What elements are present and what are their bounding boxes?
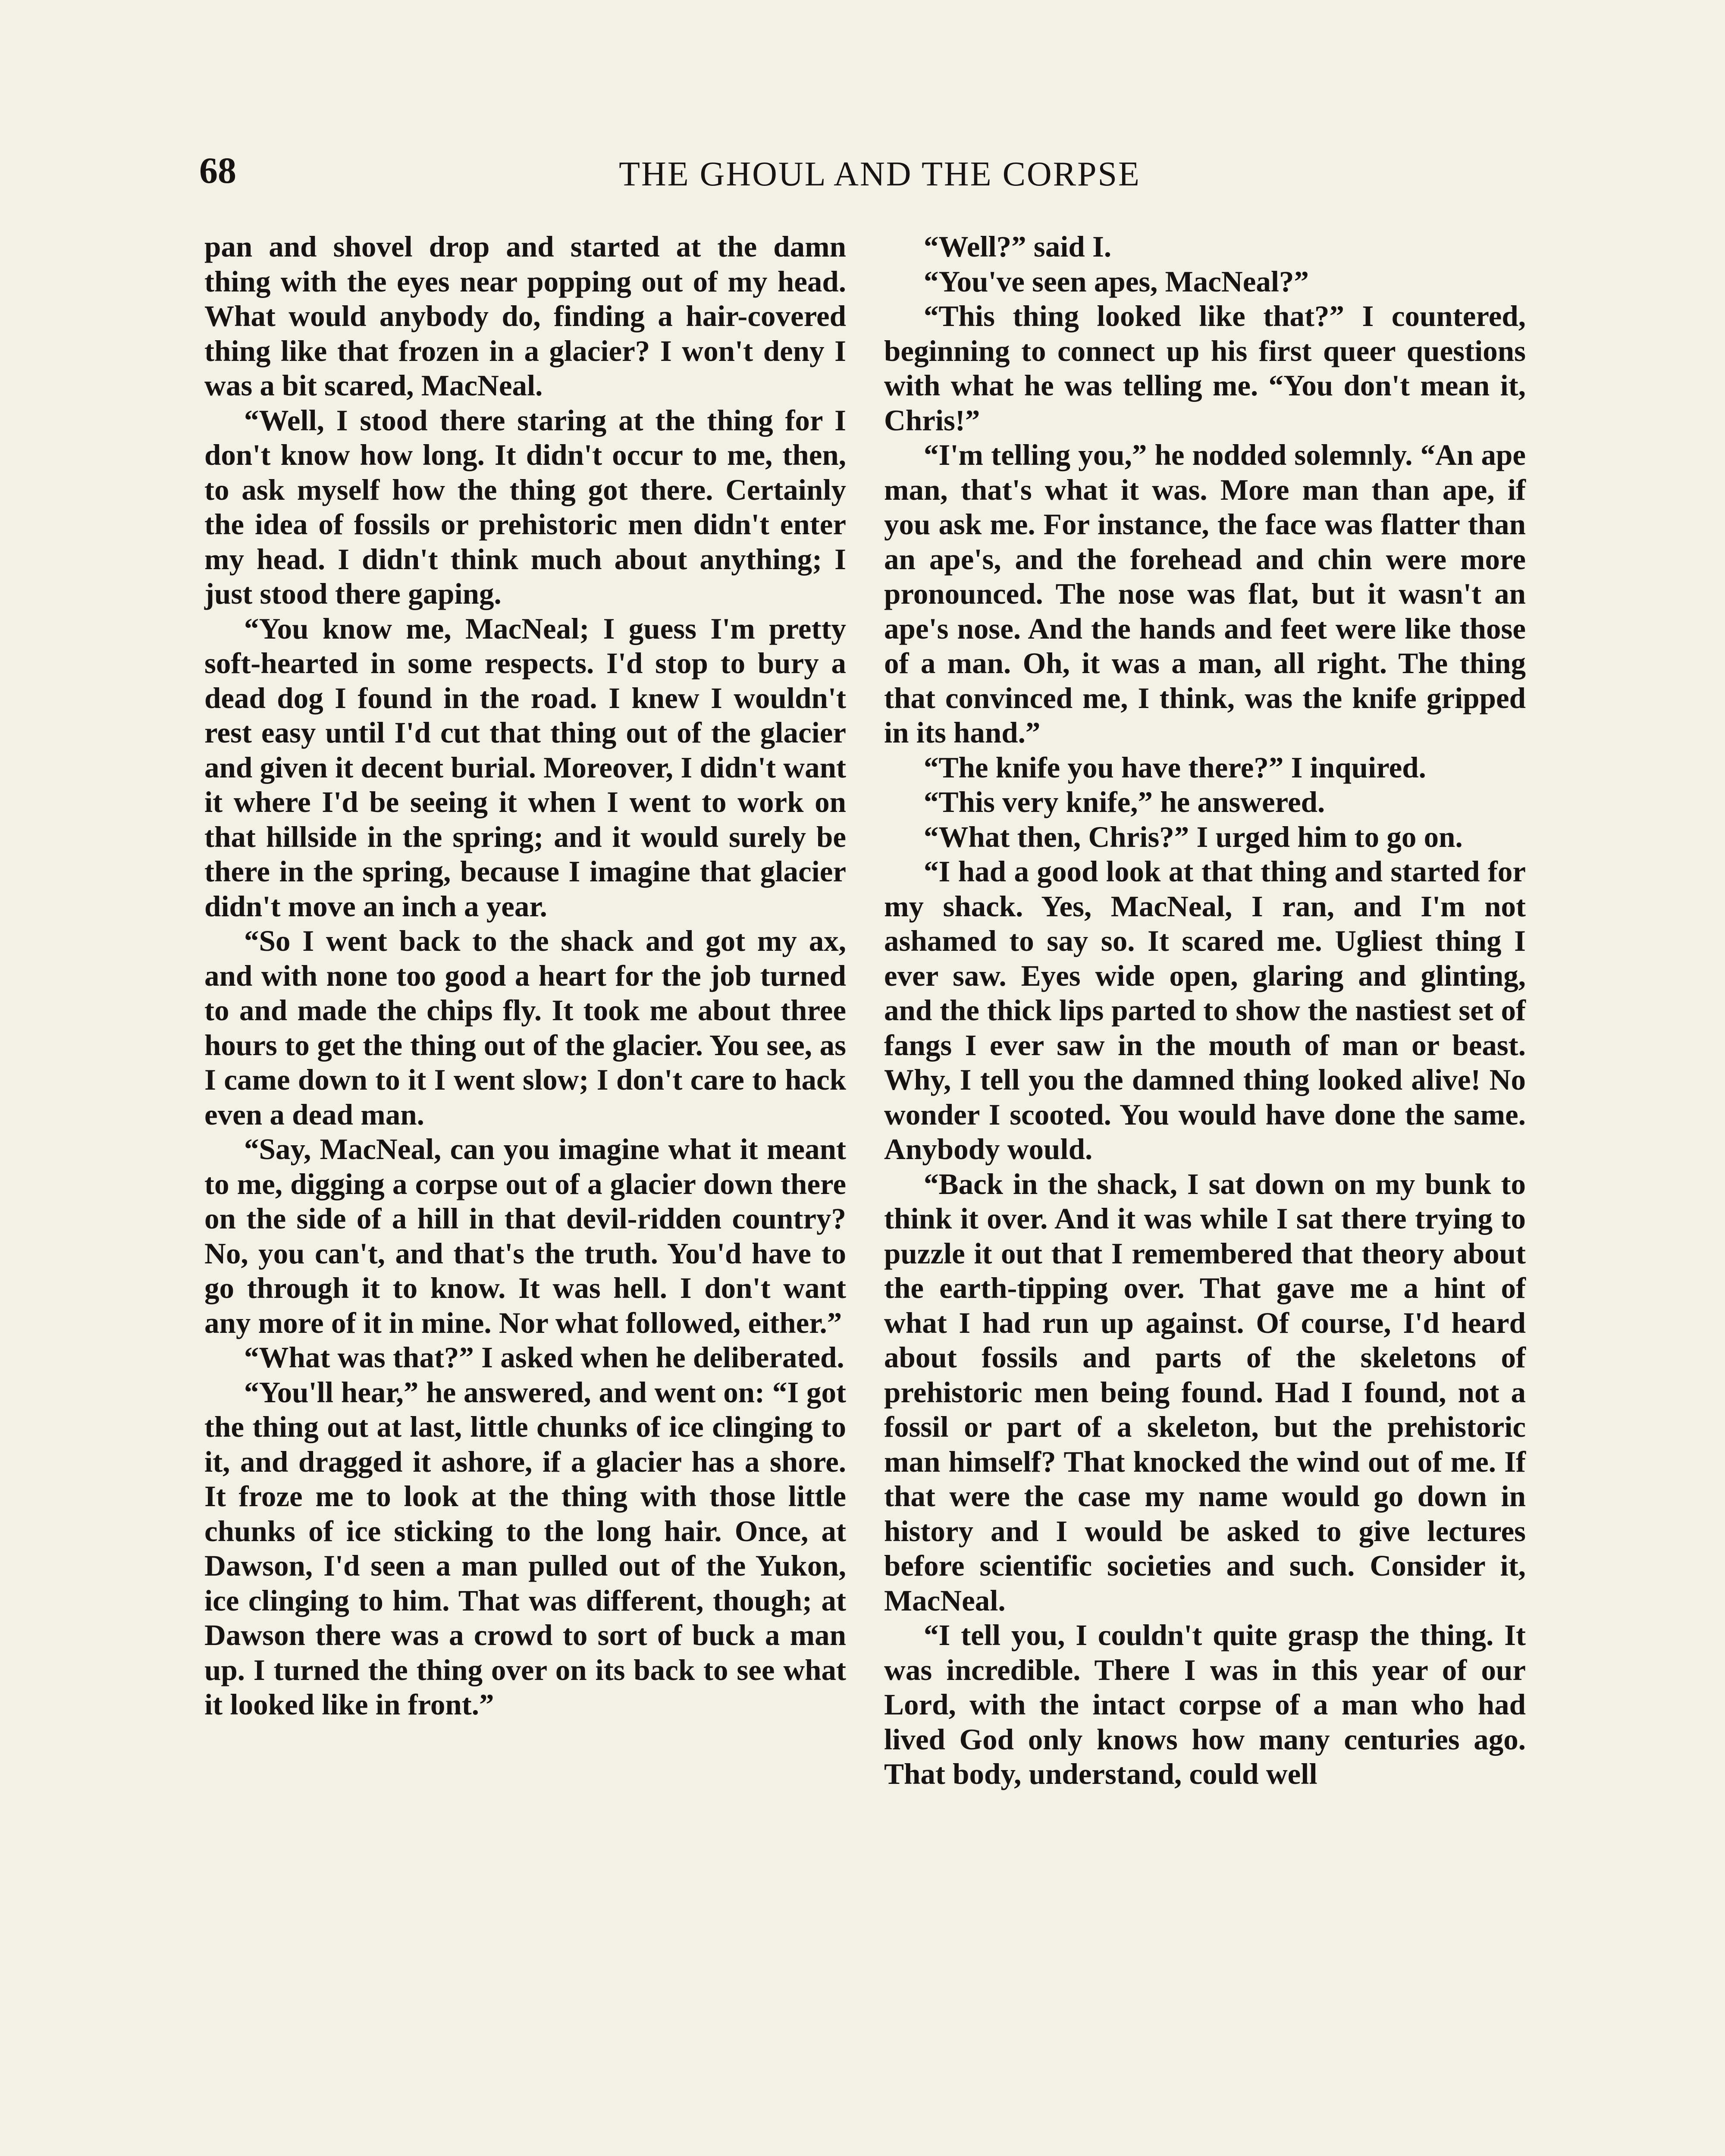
page-number: 68 xyxy=(199,150,236,191)
paragraph: “I'm telling you,” he nodded solemnly. “An ape man, that's what it was. More man than ape, if you ask me. For instance, the face was flatter than an ape's, and the forehead and chin were more pronounced. The nose was flat, but it wasn't an ape's nose. And the hands and feet were like those of a man. Oh, it was a man, all right. The thing that convinced me, I think, was the knife gripped in its hand.” xyxy=(884,439,1526,749)
paragraph: “So I went back to the shack and got my ax, and with none too good a heart for the job turned to and made the chips fly. It took me about three hours to get the thing out of the glacier. You see, as I came down to it I went slow; I don't care to hack even a dead man. xyxy=(204,924,846,1131)
left-column xyxy=(204,229,846,1722)
paragraph: “The knife you have there?” I inquired. xyxy=(924,751,1426,784)
paragraph: “You know me, MacNeal; I guess I'm pretty soft-hearted in some respects. I'd stop to bury a dead dog I found in the road. I knew I wouldn't rest easy until I'd cut that thing out of the glacier and given it decent burial. Moreover, I didn't want it where I'd be seeing it when I went to work on that hillside in the spring; and it would surely be there in the spring, because I imagine that glacier didn't move an inch a year. xyxy=(204,612,846,923)
right-column xyxy=(884,229,1526,1792)
paragraph: “I had a good look at that thing and started for my shack. Yes, MacNeal, I ran, and I'm not ashamed to say so. It scared me. Ugliest thing I ever saw. Eyes wide open, glaring and glinting, and the thick lips parted to show the nastiest set of fangs I ever saw in the mouth of man or beast. Why, I tell you the damned thing looked alive! No wonder I scooted. You would have done the same. Anybody would. xyxy=(884,855,1526,1166)
paragraph: “Well, I stood there staring at the thing for I don't know how long. It didn't occur to me, then, to ask myself how the thing got there. Certainly the idea of fossils or prehistoric men didn't enter my head. I didn't think much about anything; I just stood there gaping. xyxy=(204,404,846,610)
paragraph: pan and shovel drop and started at the damn thing with the eyes near popping out of my head. What would anybody do, finding a hair-covered thing like that frozen in a glacier? I won't deny I was a bit scared, MacNeal. xyxy=(204,230,846,402)
paragraph: “What then, Chris?” I urged him to go on. xyxy=(924,820,1463,853)
paragraph: “This thing looked like that?” I countered, beginning to connect up his first queer questions with what he was telling me. “You don't mean it, Chris!” xyxy=(884,300,1526,437)
paragraph: “Well?” said I. xyxy=(924,230,1112,263)
running-head: THE GHOUL AND THE CORPSE xyxy=(619,155,1141,193)
paragraph: “I tell you, I couldn't quite grasp the thing. It was incredible. There I was in this year of our Lord, with the intact corpse of a man who had lived God only knows how many centuries ago. That body, understand, could well xyxy=(884,1619,1526,1790)
paragraph: “Say, MacNeal, can you imagine what it meant to me, digging a corpse out of a glacier down there on the side of a hill in that devil-ridden country? No, you can't, and that's the truth. You'd have to go through it to know. It was hell. I don't want any more of it in mine. Nor what followed, either.” xyxy=(204,1133,846,1339)
paragraph: “You've seen apes, MacNeal?” xyxy=(924,265,1309,298)
paragraph: “Back in the shack, I sat down on my bunk to think it over. And it was while I sat there trying to puzzle it out that I remembered that theory about the earth-tipping over. That gave me a hint of what I had run up against. Of course, I'd heard about fossils and parts of the skeletons of prehistoric men being found. Had I found, not a fossil or part of a skeleton, but the prehistoric man himself? That knocked the wind out of me. If that were the case my name would go down in history and I would be asked to give lectures before scientific societies and such. Consider it, MacNeal. xyxy=(884,1167,1526,1617)
paragraph: “This very knife,” he answered. xyxy=(924,786,1325,818)
paragraph: “What was that?” I asked when he deliberated. xyxy=(244,1341,844,1374)
paragraph: “You'll hear,” he answered, and went on: “I got the thing out at last, little chunks of ice clinging to it, and dragged it ashore, if a glacier has a shore. It froze me to look at the thing with those little chunks of ice sticking to the long hair. Once, at Dawson, I'd seen a man pulled out of the Yukon, ice clinging to him. That was different, though; at Dawson there was a crowd to sort of buck a man up. I turned the thing over on its back to see what it looked like in front.” xyxy=(204,1376,846,1721)
